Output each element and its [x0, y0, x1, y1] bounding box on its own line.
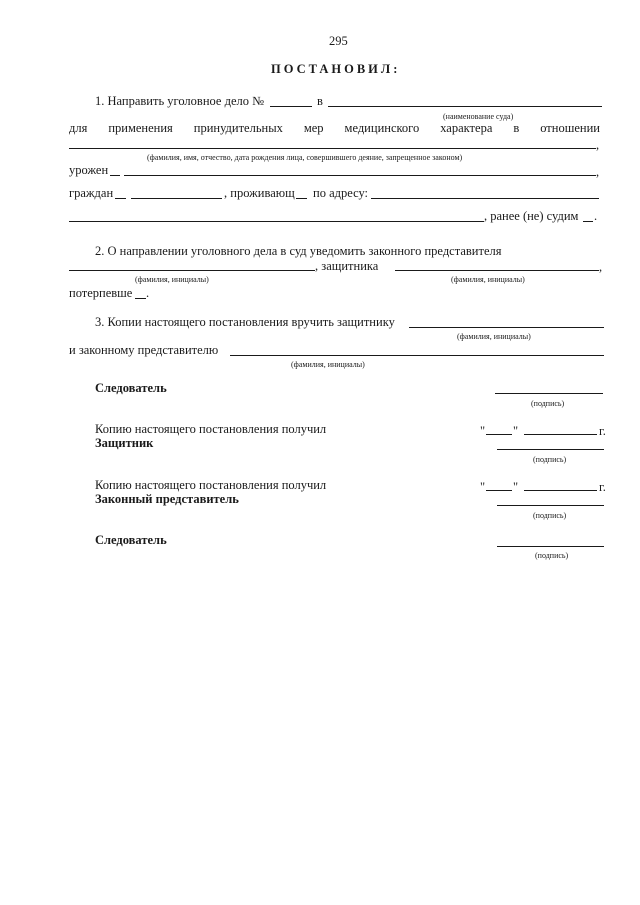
period: . [594, 209, 598, 223]
year-suffix: г. [599, 424, 606, 438]
document-title: ПОСТАНОВИЛ: [271, 62, 401, 76]
signature-caption: (подпись) [533, 455, 567, 464]
person-details-caption: (фамилия, имя, отчество, дата рождения лица, совершившего деяние, запрещенное законом) [147, 153, 463, 162]
comma: , [596, 165, 600, 179]
period: . [146, 286, 150, 300]
item3-text: 3. Копии настоящего постановления вручить защитнику [95, 315, 395, 329]
word: в [513, 121, 520, 135]
investigator-signature-line-2 [497, 546, 604, 547]
residing-suffix-line [296, 198, 307, 199]
copy-received-text-2: Копию настоящего постановления получил [95, 478, 327, 492]
item3-representative-label: и законному представителю [69, 343, 219, 357]
quote-open: " [480, 424, 486, 438]
quote-close: " [513, 424, 519, 438]
representative-line [69, 270, 315, 271]
victim-suffix-line [135, 298, 146, 299]
month-year-line [524, 434, 597, 435]
day-line [486, 490, 512, 491]
quote-close: " [513, 480, 519, 494]
representative-name-line [230, 355, 604, 356]
item1-text: 1. Направить уголовное дело № [95, 94, 265, 108]
defender-label: , защитника [315, 259, 379, 273]
signature-caption: (подпись) [535, 551, 569, 560]
word: отношении [540, 121, 600, 135]
born-suffix-line [110, 175, 120, 176]
month-year-line [524, 490, 597, 491]
investigator-label-2: Следователь [95, 533, 167, 547]
person-details-line [69, 148, 596, 149]
address-label: по адресу: [313, 186, 369, 200]
defender-name-line [409, 327, 604, 328]
item1-prep-v: в [317, 94, 323, 108]
representative-caption: (фамилия, инициалы) [135, 275, 209, 284]
page-number: 295 [329, 34, 348, 48]
defender-sign-label: Защитник [95, 436, 154, 450]
word: для [69, 121, 88, 135]
defender-line [395, 270, 599, 271]
court-name-line [328, 106, 602, 107]
address-line [371, 198, 599, 199]
legal-representative-sign-label: Законный представитель [95, 492, 239, 506]
defender-caption: (фамилия, инициалы) [451, 275, 525, 284]
word: принудительных [193, 121, 283, 135]
day-line [486, 434, 512, 435]
signature-caption: (подпись) [533, 511, 567, 520]
citizen-suffix-line [115, 198, 126, 199]
investigator-label-1: Следователь [95, 381, 167, 395]
address-cont-line [69, 221, 484, 222]
word: мер [303, 121, 324, 135]
residing-label: , проживающ [224, 186, 295, 200]
comma: , [596, 138, 600, 152]
defender-name-caption: (фамилия, инициалы) [457, 332, 531, 341]
year-suffix: г. [599, 480, 606, 494]
convicted-label: , ранее (не) судим [484, 209, 579, 223]
case-number-line [270, 106, 312, 107]
representative-signature-line [497, 505, 604, 506]
citizen-label: граждан [69, 186, 114, 200]
word: применения [108, 121, 173, 135]
quote-open: " [480, 480, 486, 494]
convicted-suffix-line [583, 221, 593, 222]
court-name-caption: (наименование суда) [443, 112, 514, 121]
comma: , [599, 260, 603, 274]
defender-signature-line [497, 449, 604, 450]
word: характера [440, 121, 493, 135]
citizenship-line [131, 198, 222, 199]
copy-received-text-1: Копию настоящего постановления получил [95, 422, 327, 436]
victim-label: потерпевше [69, 286, 133, 300]
born-place-line [124, 175, 596, 176]
item2-text: 2. О направлении уголовного дела в суд уведомить законного представителя [95, 244, 502, 258]
representative-name-caption: (фамилия, инициалы) [291, 360, 365, 369]
born-label: урожен [69, 163, 109, 177]
investigator-signature-line-1 [495, 393, 603, 394]
word: медицинского [344, 121, 420, 135]
item1-justified-line [69, 121, 600, 135]
signature-caption: (подпись) [531, 399, 565, 408]
